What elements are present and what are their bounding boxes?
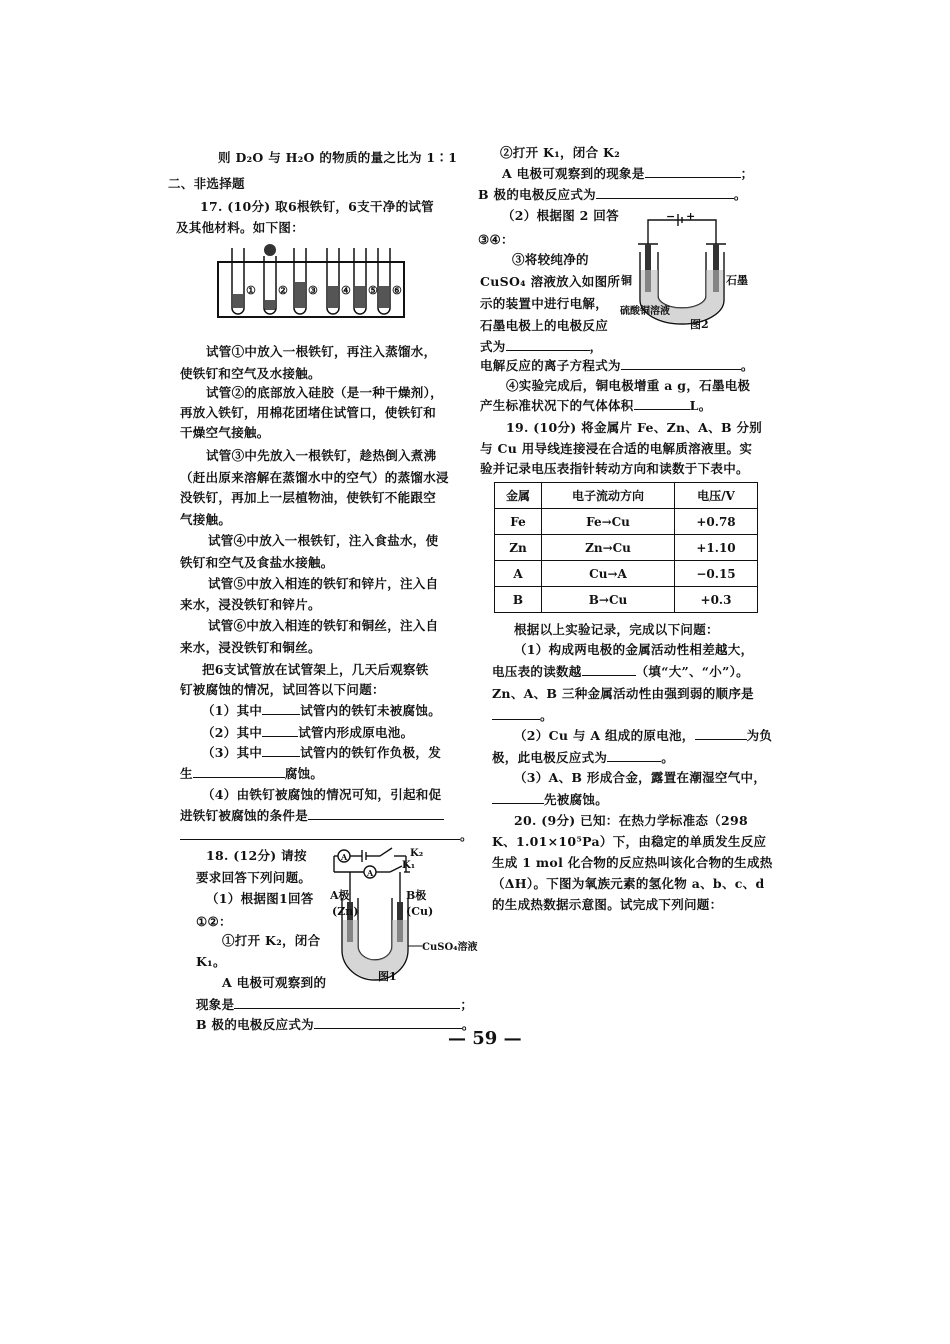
q19-part1: （1）构成两电极的金属活动性相差越大， <box>514 642 754 657</box>
table-cell: A <box>495 561 542 587</box>
q18-step3-formula: 式为 ， <box>480 339 603 354</box>
table-header-row <box>495 483 758 509</box>
table-row <box>495 587 758 613</box>
fig2-minus: − <box>666 210 676 223</box>
section-heading: 二、非选择题 <box>168 176 245 191</box>
q18-step2-a-blank[interactable] <box>645 166 741 178</box>
tube3-text-cont: （赶出原来溶解在蒸馏水中的空气）的蒸馏水浸 <box>180 470 449 485</box>
q19-text-cont: 验并记录电压表指针转动方向和读数于下表中。 <box>480 461 749 476</box>
q19-instruction: 根据以上实验记录，完成以下问题： <box>514 622 719 637</box>
q17-intro: 17. (10分) 取6根铁钉，6支干净的试管 <box>200 199 434 214</box>
q19-part2-blank2[interactable] <box>607 750 661 762</box>
table-header-cell: 电压/V <box>675 483 758 509</box>
fig1-b-electrode: B极 <box>406 889 427 902</box>
q18-step2-b: B 极的电极反应式为 。 <box>478 187 747 202</box>
tube4-text: 试管④中放入一根铁钉，注入食盐水，使 <box>208 533 439 548</box>
q18-a-observe: A 电极可观察到的 <box>222 975 327 990</box>
q19-part2: （2）Cu 与 A 组成的原电池， 为负 <box>514 728 773 743</box>
q17-part4: （4）由铁钉被腐蚀的情况可知，引起和促 <box>202 787 442 802</box>
table-row <box>495 509 758 535</box>
tube-label-6: ⑥ <box>392 284 402 297</box>
fig1-solution: CuSO₄溶液 <box>422 942 478 953</box>
tube2-text-cont: 再放入铁钉，用棉花团堵住试管口，使铁钉和 <box>180 405 437 420</box>
table-cell: Fe→Cu <box>542 509 675 535</box>
table-cell: −0.15 <box>675 561 758 587</box>
fig2-graphite: 石墨 <box>726 274 748 287</box>
tube2-text: 试管②的底部放入硅胶（是一种干燥剂）， <box>206 385 443 400</box>
q20-text-cont2: （ΔH）。下图为氧族元素的氢化物 a、b、c、d <box>492 876 765 891</box>
fig1-a-metal: (Zn) <box>332 905 359 918</box>
q19-part3: （3）A、B 形成合金，露置在潮湿空气中， <box>514 770 767 785</box>
q19-heading: 19. (10分) 将金属片 Fe、Zn、A、B 分别 <box>506 420 763 435</box>
fig1-a-electrode: A极 <box>330 889 350 902</box>
q17-part1-blank[interactable] <box>262 703 300 715</box>
q19-part3-blank[interactable] <box>492 792 544 804</box>
table-cell: B→Cu <box>542 587 675 613</box>
q17-part4-cont2: 。 <box>180 828 473 844</box>
tube1-text-cont: 使铁钉和空气及水接触。 <box>180 366 321 381</box>
table-cell: Zn→Cu <box>542 535 675 561</box>
tube5-text-cont: 来水，浸没铁钉和锌片。 <box>180 597 321 612</box>
q19-part2-cont: 极，此电极反应式为 。 <box>492 750 675 765</box>
page-number: — 59 — <box>448 1028 522 1049</box>
tube-label-1: ① <box>246 284 256 297</box>
q17-part3-blank2[interactable] <box>193 766 285 778</box>
q18-step1-cont: K₁。 <box>196 954 226 969</box>
q18-step4-cont: 产生标准状况下的气体体积 L。 <box>480 398 712 413</box>
q17-part2: （2）其中 试管内形成原电池。 <box>202 725 414 740</box>
q20-text: K、1.01×10⁵Pa）下，由稳定的单质发生反应 <box>492 834 767 849</box>
q18-step2: ②打开 K₁，闭合 K₂ <box>500 145 620 160</box>
q18-ionic-equation: 电解反应的离子方程式为 。 <box>480 358 754 373</box>
q17-part1: （1）其中 试管内的铁钉未被腐蚀。 <box>202 703 442 718</box>
table-header-cell: 金属 <box>495 483 542 509</box>
table-cell: Fe <box>495 509 542 535</box>
q18-step3-cont2: 示的装置中进行电解， <box>480 296 609 311</box>
table-header-cell: 电子流动方向 <box>542 483 675 509</box>
q18-b-equation-blank[interactable] <box>314 1017 462 1029</box>
q18-part1: （1）根据图1回答 <box>206 891 314 906</box>
tube-label-5: ⑤ <box>368 284 378 297</box>
prev-answer-line: 则 D₂O 与 H₂O 的物质的量之比为 1∶1 <box>218 150 458 165</box>
q20-heading: 20. (9分) 已知：在热力学标准态（298 <box>514 813 748 828</box>
q17-part3-cont: 生 腐蚀。 <box>180 766 324 781</box>
q17-part4-blank[interactable] <box>308 808 444 820</box>
q20-text-cont: 生成 1 mol 化合物的反应热叫该化合物的生成热 <box>492 855 773 870</box>
q19-part3-cont: 先被腐蚀。 <box>492 792 608 808</box>
figure-2-electrolysis-cell <box>620 208 760 332</box>
tube3-text-cont2: 没铁钉，再加上一层植物油，使铁钉不能跟空 <box>180 490 437 505</box>
tube5-text: 试管⑤中放入相连的铁钉和锌片，注入自 <box>208 576 439 591</box>
q17-part2-blank[interactable] <box>262 725 298 737</box>
table-cell: +0.3 <box>675 587 758 613</box>
q19-order-blank[interactable] <box>492 708 540 720</box>
q17-part4-cont: 进铁钉被腐蚀的条件是 <box>180 808 444 824</box>
fig1-k2: K₂ <box>410 848 424 859</box>
q17-part3-blank[interactable] <box>262 745 300 757</box>
fig1-ammeter-2: A <box>367 868 374 878</box>
tube6-text-cont: 来水，浸没铁钉和铜丝。 <box>180 640 321 655</box>
q18-step3: ③将较纯净的 <box>512 252 589 267</box>
table-cell: Zn <box>495 535 542 561</box>
q18-instruction: 要求回答下列问题。 <box>196 870 312 885</box>
q18-part2: （2）根据图 2 回答 <box>502 208 619 223</box>
fig2-solution: 硫酸铜溶液 <box>620 306 670 317</box>
table-cell: +1.10 <box>675 535 758 561</box>
q19-part1-blank[interactable] <box>582 664 636 676</box>
fig2-copper: 铜 <box>621 274 632 287</box>
fig1-ammeter-1: A <box>341 852 348 862</box>
q19-part2-blank[interactable] <box>695 728 747 740</box>
tube3-text: 试管③中先放入一根铁钉，趁热倒入煮沸 <box>206 448 437 463</box>
observation-text-cont: 钉被腐蚀的情况，试回答以下问题： <box>180 682 385 697</box>
q18-step3-cont3: 石墨电极上的电极反应 <box>480 318 609 333</box>
q18-part1-items: ①②： <box>196 914 232 929</box>
q19-part1-order: Zn、A、B 三种金属活动性由强到弱的顺序是 <box>492 686 754 701</box>
figure-1-galvanic-cell <box>330 842 480 984</box>
tube-label-4: ④ <box>341 284 351 297</box>
table-cell: B <box>495 587 542 613</box>
q19-text: 与 Cu 用导线连接浸在合适的电解质溶液里。实 <box>480 441 753 456</box>
fig1-caption: 图1 <box>378 970 397 983</box>
q17-intro-cont: 及其他材料。如下图： <box>176 220 305 235</box>
q18-b-equation: B 极的电极反应式为 。 <box>196 1017 475 1032</box>
table-cell: +0.78 <box>675 509 758 535</box>
table-row <box>495 561 758 587</box>
q18-heading: 18. (12分) 请按 <box>206 848 307 863</box>
tube2-text-cont2: 干燥空气接触。 <box>180 425 270 440</box>
q18-part2-items: ③④： <box>478 232 514 247</box>
tube6-text: 试管⑥中放入相连的铁钉和铜丝，注入自 <box>208 618 439 633</box>
q18-step4: ④实验完成后，铜电极增重 a g，石墨电极 <box>506 378 751 393</box>
fig2-plus: + <box>686 210 696 223</box>
q19-data-table <box>494 482 758 613</box>
q17-part3: （3）其中 试管内的铁钉作负极，发 <box>202 745 442 760</box>
q18-step3-cont: CuSO₄ 溶液放入如图所 <box>480 274 621 289</box>
q18-step3-formula-blank[interactable] <box>506 339 590 351</box>
fig2-caption: 图2 <box>690 318 709 331</box>
tube3-text-cont3: 气接触。 <box>180 512 232 527</box>
q17-part4-blank2[interactable] <box>180 828 460 840</box>
tube-label-3: ③ <box>308 284 318 297</box>
q18-step2-a: A 电极可观察到的现象是 ； <box>502 166 754 181</box>
q18-a-phenomenon: 现象是 ； <box>196 997 474 1012</box>
q18-ionic-equation-blank[interactable] <box>621 358 741 370</box>
test-tube-rack-figure <box>214 238 410 320</box>
q18-step4-blank[interactable] <box>634 398 690 410</box>
q18-step2-b-blank[interactable] <box>596 187 734 199</box>
fig1-k1: K₁ <box>402 860 416 871</box>
fig1-b-metal: (Cu) <box>406 905 434 918</box>
q18-a-phenomenon-blank[interactable] <box>234 997 460 1009</box>
table-cell: Cu→A <box>542 561 675 587</box>
observation-text: 把6支试管放在试管架上，几天后观察铁 <box>202 662 429 677</box>
tube4-text-cont: 铁钉和空气及食盐水接触。 <box>180 555 334 570</box>
tube1-text: 试管①中放入一根铁钉，再注入蒸馏水， <box>206 344 437 359</box>
table-row <box>495 535 758 561</box>
q20-text-cont3: 的生成热数据示意图。试完成下列问题： <box>492 897 723 912</box>
q19-part1-order-blank-line: 。 <box>492 708 553 724</box>
tube-label-2: ② <box>278 284 288 297</box>
q18-step1: ①打开 K₂，闭合 <box>222 933 321 948</box>
q19-part1-cont: 电压表的读数越 （填“大”、“小”）。 <box>492 664 749 679</box>
